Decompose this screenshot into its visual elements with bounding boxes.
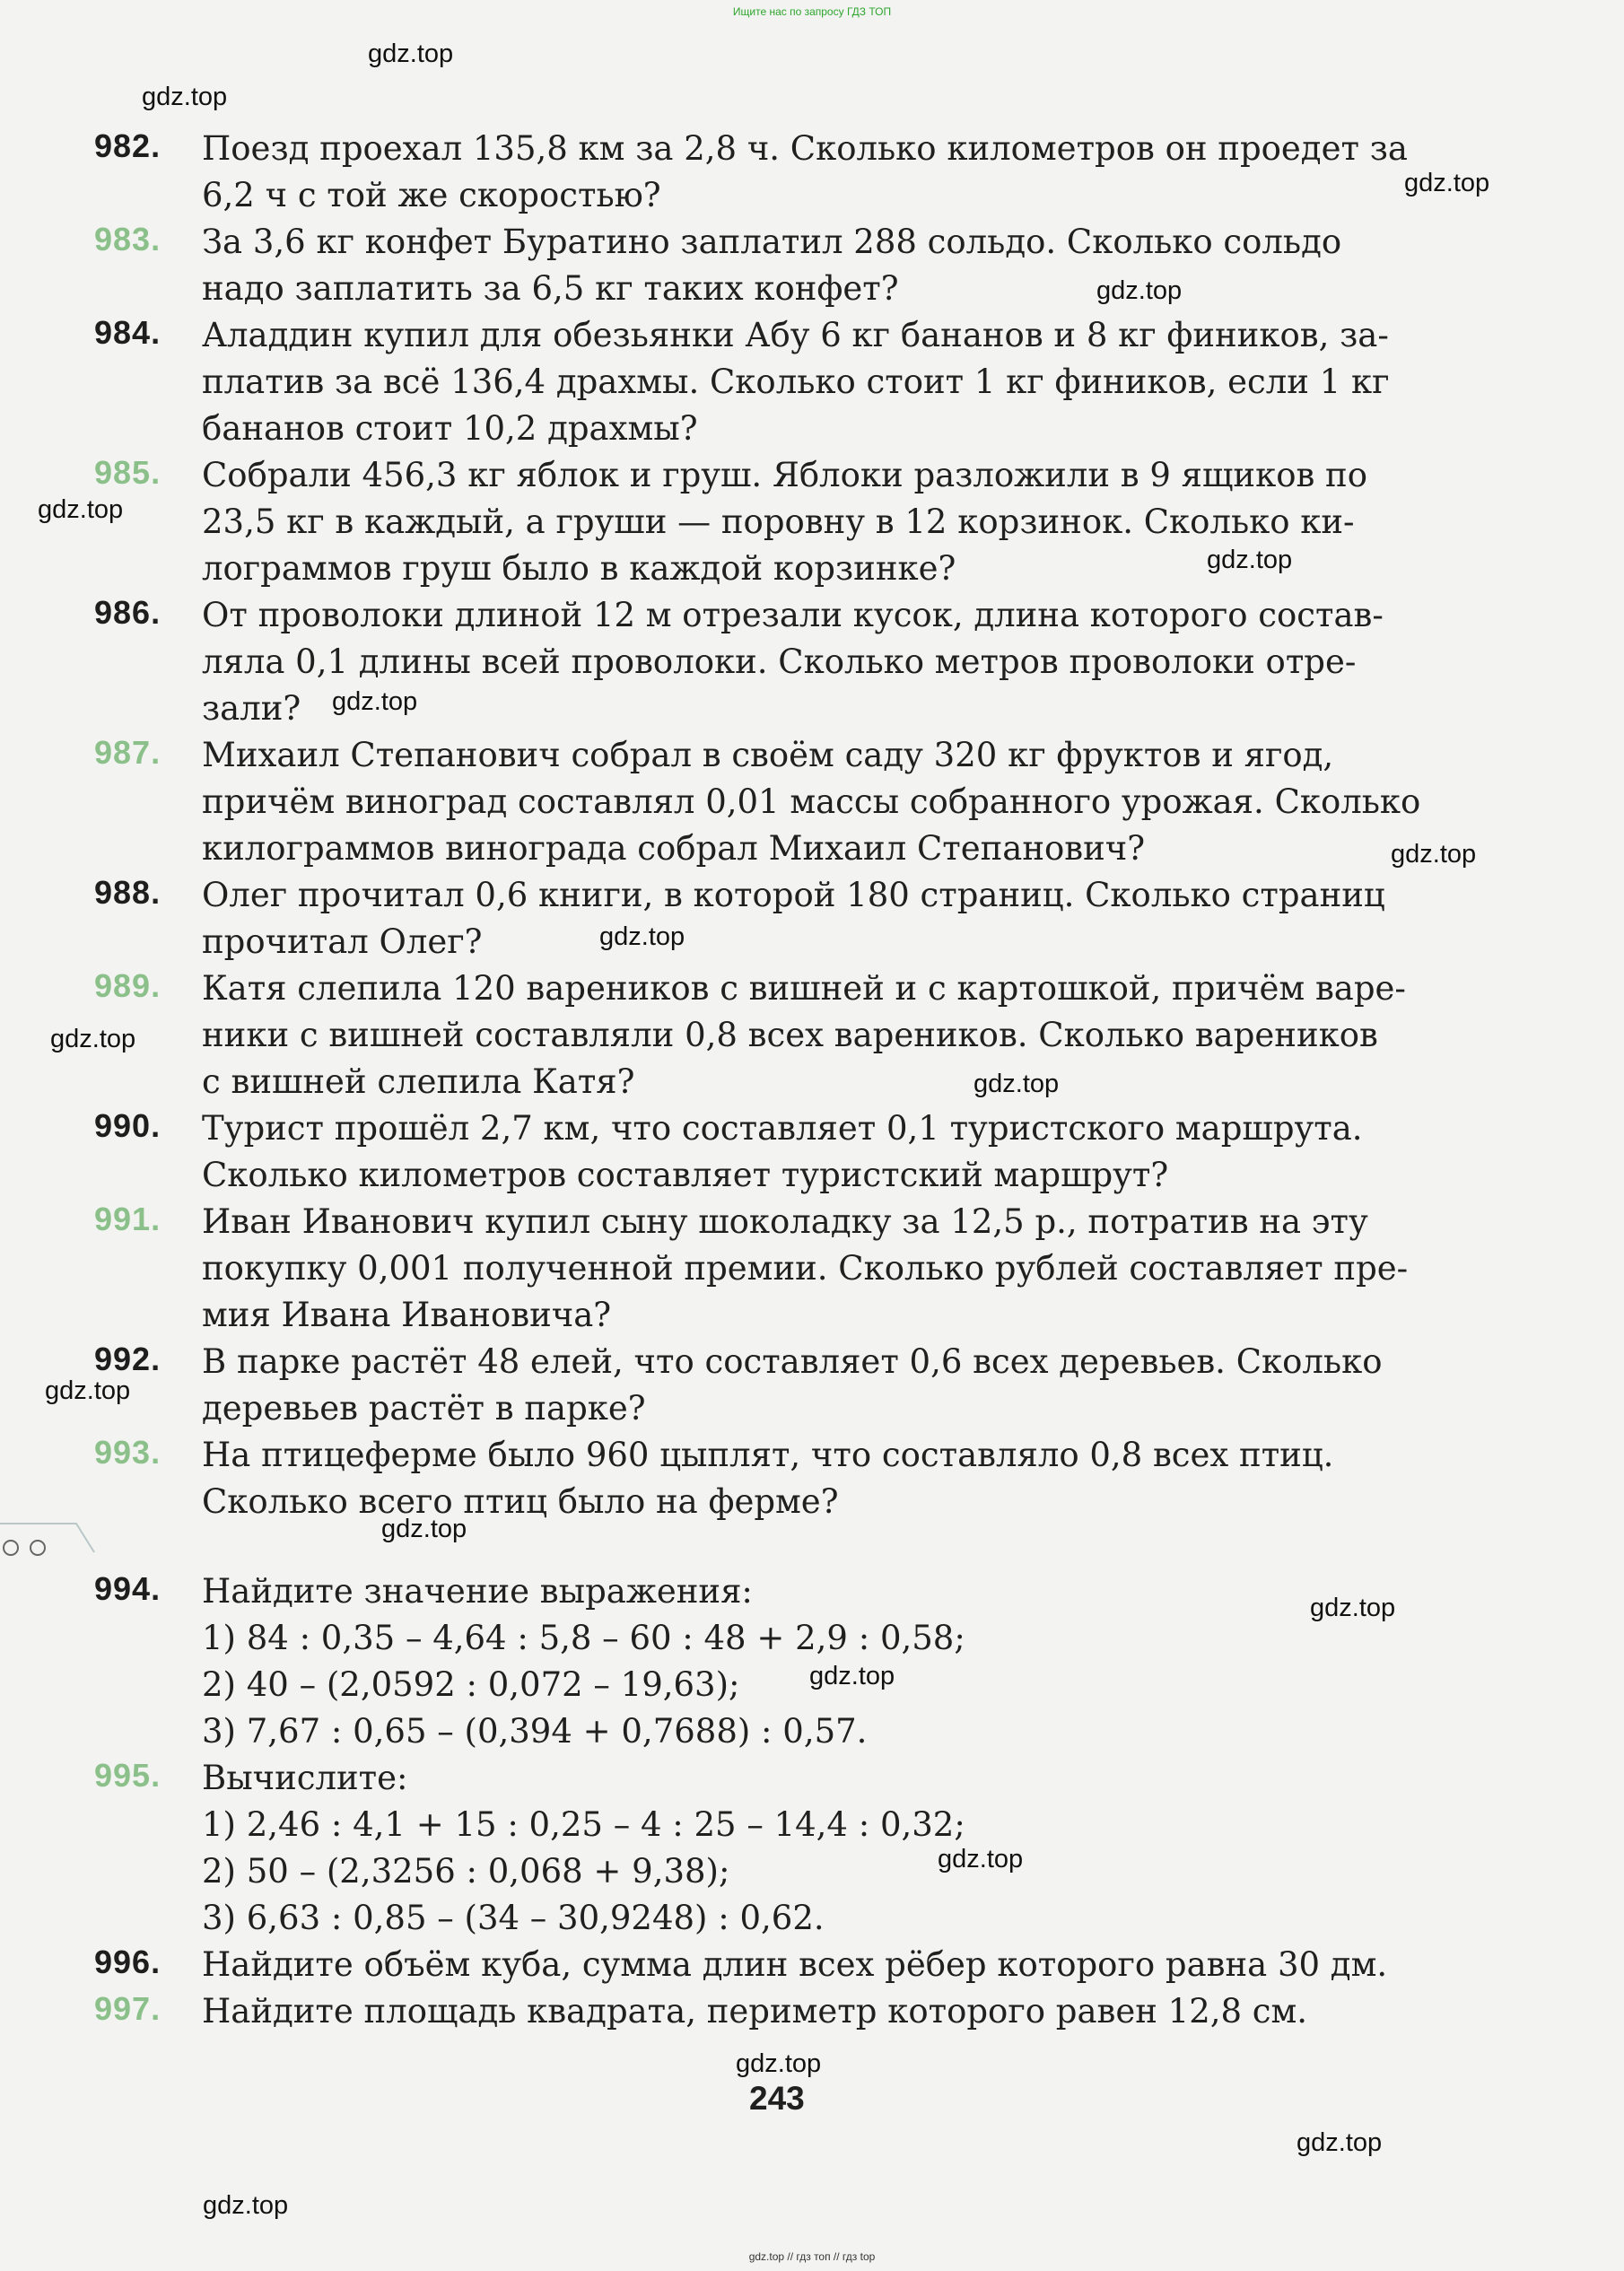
watermark: gdz.top xyxy=(38,495,124,524)
watermark: gdz.top xyxy=(203,2191,289,2220)
problem-993 xyxy=(94,1432,1503,1525)
problem-text: В парке растёт 48 елей, что составляет 0,6 всех деревьев. Сколько деревьев растёт в парке? xyxy=(202,1342,1383,1428)
watermark: gdz.top xyxy=(938,1845,1024,1874)
problem-text: За 3,6 кг конфет Буратино заплатил 288 сольдо. Сколько сольдо надо заплатить за 6,5 кг таких конфет? xyxy=(202,223,1342,308)
problem-994 xyxy=(94,1568,1503,1755)
problem-990 xyxy=(94,1105,1503,1199)
problem-number: 996. xyxy=(94,1943,162,1980)
decorative-tab-icon xyxy=(0,1516,99,1570)
problem-number: 983. xyxy=(94,221,162,258)
problem-number: 987. xyxy=(94,734,162,771)
problem-991 xyxy=(94,1199,1503,1339)
problem-983 xyxy=(94,219,1503,312)
problem-text: От проволоки длиной 12 м отрезали кусок, длина которого состав- ляла 0,1 длины всей проволоки. Сколько метров проволоки отре- зали? xyxy=(202,596,1384,728)
problem-text: На птицеферме было 960 цыплят, что составляло 0,8 всех птиц. Сколько всего птиц было на ферме? xyxy=(202,1436,1334,1521)
problem-text: Собрали 456,3 кг яблок и груш. Яблоки разложили в 9 ящиков по 23,5 кг в каждый, а груши — поровну в 12 корзинок. Сколько ки- лограммов груш было в каждой корзинке? xyxy=(202,456,1367,588)
problem-text: Найдите объём куба, сумма длин всех рёбер которого равна 30 дм. xyxy=(202,1945,1388,1984)
watermark: gdz.top xyxy=(381,1515,467,1543)
problem-number: 991. xyxy=(94,1201,162,1237)
problem-number: 995. xyxy=(94,1757,162,1794)
problem-text: Олег прочитал 0,6 книги, в которой 180 страниц. Сколько страниц прочитал Олег? xyxy=(202,876,1385,961)
problem-number: 990. xyxy=(94,1107,162,1144)
problem-989 xyxy=(94,965,1503,1105)
problem-text: Поезд проехал 135,8 км за 2,8 ч. Сколько километров он проедет за 6,2 ч с той же скоростью? xyxy=(202,129,1408,214)
problem-number: 985. xyxy=(94,454,162,491)
watermark: gdz.top xyxy=(45,1376,131,1405)
problem-number: 982. xyxy=(94,127,162,164)
problem-number: 986. xyxy=(94,594,162,631)
watermark: gdz.top xyxy=(1391,840,1477,869)
problem-997 xyxy=(94,1988,1503,2035)
watermark: gdz.top xyxy=(809,1662,895,1690)
watermark: gdz.top xyxy=(599,922,685,951)
watermark: gdz.top xyxy=(50,1025,136,1053)
problem-number: 988. xyxy=(94,874,162,911)
watermark: gdz.top xyxy=(1096,276,1183,305)
problem-text: Аладдин купил для обезьянки Абу 6 кг бананов и 8 кг фиников, за- платив за всё 136,4 драхмы. Сколько стоит 1 кг фиников, если 1 кг бананов стоит 10,2 драхмы? xyxy=(202,316,1390,448)
problem-number: 997. xyxy=(94,1990,162,2027)
problem-text: Найдите значение выражения: 1) 84 : 0,35 – 4,64 : 5,8 – 60 : 48 + 2,9 : 0,58; 2) 40 – (2,0592 : 0,072 – 19,63); 3) 7,67 : 0,65 – (0,394 + 0,7688) : 0,57. xyxy=(202,1572,965,1751)
problem-number: 984. xyxy=(94,314,162,351)
page-number: 243 xyxy=(749,2080,805,2117)
watermark: gdz.top xyxy=(974,1070,1060,1098)
problem-984 xyxy=(94,312,1503,452)
watermark: gdz.top xyxy=(332,687,418,716)
watermark: gdz.top xyxy=(736,2049,822,2078)
watermark: gdz.top xyxy=(368,39,454,68)
problem-982 xyxy=(94,126,1503,219)
problem-text: Михаил Степанович собрал в своём саду 320 кг фруктов и ягод, причём виноград составлял 0,01 массы собранного урожая. Сколько килограммов винограда собрал Михаил Степанович? xyxy=(202,736,1421,868)
watermark: gdz.top xyxy=(1310,1594,1396,1622)
problem-number: 989. xyxy=(94,967,162,1004)
watermark: gdz.top xyxy=(142,83,228,111)
problem-number: 994. xyxy=(94,1570,162,1607)
bottom-banner: gdz.top // гдз топ // гдз top xyxy=(748,2250,876,2263)
problem-996 xyxy=(94,1942,1503,1988)
watermark: gdz.top xyxy=(1297,2128,1383,2157)
top-banner: Ищите нас по запросу ГДЗ ТОП xyxy=(732,5,892,18)
watermark: gdz.top xyxy=(1404,169,1490,197)
problem-text: Вычислите: 1) 2,46 : 4,1 + 15 : 0,25 – 4 : 25 – 14,4 : 0,32; 2) 50 – (2,3256 : 0,068 + 9,38); 3) 6,63 : 0,85 – (34 – 30,9248) : 0,62. xyxy=(202,1759,965,1937)
problem-987 xyxy=(94,732,1503,872)
problem-text: Турист прошёл 2,7 км, что составляет 0,1 туристского маршрута. Сколько километров составляет туристский маршрут? xyxy=(202,1109,1363,1194)
problem-number: 992. xyxy=(94,1341,162,1377)
problem-text: Иван Иванович купил сыну шоколадку за 12,5 р., потратив на эту покупку 0,001 полученной премии. Сколько рублей составляет пре- мия Ивана Ивановича? xyxy=(202,1202,1409,1334)
problem-number: 993. xyxy=(94,1434,162,1471)
problem-text: Найдите площадь квадрата, периметр которого равен 12,8 см. xyxy=(202,1992,1308,2031)
watermark: gdz.top xyxy=(1207,546,1293,574)
problem-992 xyxy=(94,1339,1503,1432)
problem-988 xyxy=(94,872,1503,965)
problem-text: Катя слепила 120 вареников с вишней и с картошкой, причём варе- ники с вишней составляли 0,8 всех вареников. Сколько вареников с вишней слепила Катя? xyxy=(202,969,1406,1101)
problem-986 xyxy=(94,592,1503,732)
problem-995 xyxy=(94,1755,1503,1942)
